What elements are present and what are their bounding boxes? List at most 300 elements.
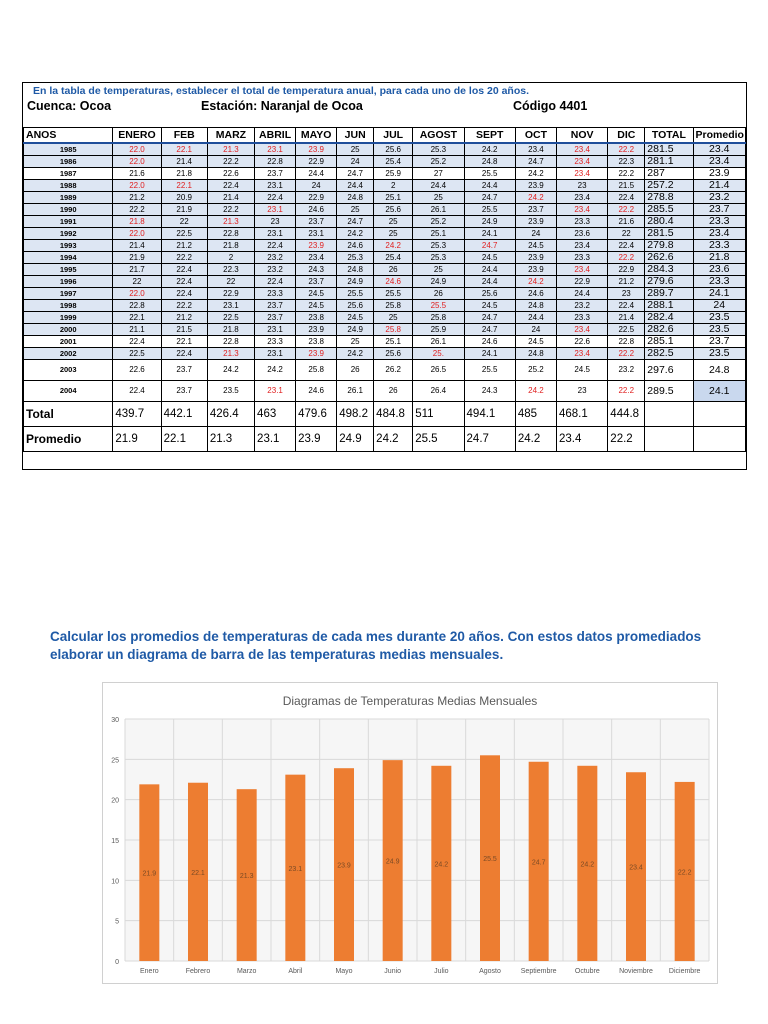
- temperature-cell: 23.4: [556, 192, 607, 204]
- temperature-cell: 24.5: [464, 252, 515, 264]
- temperature-sheet: [22, 82, 747, 470]
- total-value: 426.4: [207, 402, 254, 427]
- temperature-cell: 23.8: [296, 312, 337, 324]
- temperature-cell: 22.9: [556, 276, 607, 288]
- temperature-cell: 21.9: [113, 252, 161, 264]
- temperature-cell: 21.8: [161, 168, 207, 180]
- temperature-cell: 24.9: [464, 216, 515, 228]
- temperature-cell: 23.1: [207, 300, 254, 312]
- column-header: AGOST: [413, 128, 464, 144]
- temperature-cell: 24.2: [515, 276, 556, 288]
- temperature-cell: 24.7: [515, 156, 556, 168]
- temperature-cell: 21.4: [161, 156, 207, 168]
- temperature-cell: 24.7: [464, 324, 515, 336]
- temperature-cell: 22.8: [207, 336, 254, 348]
- total-cell: 280.4: [645, 216, 693, 228]
- temperature-cell: 24.2: [515, 168, 556, 180]
- temperature-cell: 23.4: [556, 204, 607, 216]
- temperature-cell: 22.4: [113, 381, 161, 402]
- temperature-cell: 24.4: [515, 312, 556, 324]
- total-value: 484.8: [374, 402, 413, 427]
- temperature-cell: 22.0: [113, 288, 161, 300]
- column-header: DIC: [608, 128, 645, 144]
- temperature-cell: 25: [374, 216, 413, 228]
- table-row: [24, 300, 746, 312]
- temperature-cell: 27: [413, 168, 464, 180]
- average-cell: 23.5: [693, 348, 745, 360]
- temperature-cell: 24.8: [337, 264, 374, 276]
- x-tick-label: Noviembre: [619, 968, 653, 975]
- temperature-cell: 22.9: [608, 264, 645, 276]
- temperature-cell: 2: [207, 252, 254, 264]
- temperature-cell: 23.4: [556, 156, 607, 168]
- year-cell: 1998: [24, 300, 113, 312]
- year-cell: 1988: [24, 180, 113, 192]
- year-cell: 1987: [24, 168, 113, 180]
- temperature-cell: 22.8: [207, 228, 254, 240]
- temperature-cell: 23.4: [556, 324, 607, 336]
- temperature-cell: 21.9: [161, 204, 207, 216]
- table-row: [24, 336, 746, 348]
- temperature-cell: 25: [337, 336, 374, 348]
- temperature-cell: 24.4: [296, 168, 337, 180]
- total-value: 494.1: [464, 402, 515, 427]
- temperature-cell: 21.2: [608, 276, 645, 288]
- temperature-cell: 21.3: [207, 348, 254, 360]
- temperature-cell: 22.4: [608, 300, 645, 312]
- temperature-cell: 25.2: [413, 216, 464, 228]
- temperature-cell: 25: [374, 228, 413, 240]
- temperature-cell: 25.3: [413, 252, 464, 264]
- average-cell: 24.1: [693, 288, 745, 300]
- y-tick-label: 30: [111, 717, 119, 724]
- temperature-cell: 23.4: [556, 168, 607, 180]
- temperature-cell: 25.5: [337, 288, 374, 300]
- temperature-cell: 25.8: [296, 360, 337, 381]
- x-tick-label: Marzo: [236, 968, 257, 975]
- temperature-cell: 24.5: [296, 288, 337, 300]
- temperature-cell: 23.4: [296, 252, 337, 264]
- year-cell: 1989: [24, 192, 113, 204]
- temperature-cell: 22.0: [113, 180, 161, 192]
- temperature-cell: 24.6: [515, 288, 556, 300]
- total-value: 479.6: [296, 402, 337, 427]
- chart-svg: [103, 683, 717, 983]
- temperature-cell: 21.3: [207, 216, 254, 228]
- temperature-cell: 23.1: [255, 204, 296, 216]
- temperature-cell: 22.2: [113, 204, 161, 216]
- temperature-cell: 26.1: [413, 204, 464, 216]
- table-row: [24, 381, 746, 402]
- temperature-cell: 22.4: [113, 336, 161, 348]
- bar-data-label: 23.1: [288, 865, 303, 873]
- table-row: [24, 252, 746, 264]
- temperature-cell: 22.9: [207, 288, 254, 300]
- chart-title: Diagramas de Temperaturas Medias Mensuales: [282, 694, 538, 708]
- average-cell: 23.7: [693, 204, 745, 216]
- temperature-cell: 22.8: [608, 336, 645, 348]
- temperature-cell: 21.4: [113, 240, 161, 252]
- temperature-cell: 21.8: [113, 216, 161, 228]
- temperature-cell: 25.6: [337, 300, 374, 312]
- temperature-cell: 22: [161, 216, 207, 228]
- temperature-cell: 22.5: [207, 312, 254, 324]
- total-cell: 282.5: [645, 348, 693, 360]
- temperature-cell: 21.3: [207, 143, 254, 156]
- temperature-cell: 23.3: [255, 288, 296, 300]
- temperature-cell: 23.1: [255, 324, 296, 336]
- year-cell: 1993: [24, 240, 113, 252]
- temperature-cell: 26.1: [337, 381, 374, 402]
- year-cell: 1986: [24, 156, 113, 168]
- temperature-cell: 23.3: [556, 312, 607, 324]
- temperature-cell: 22.6: [207, 168, 254, 180]
- temperature-cell: 23.9: [296, 240, 337, 252]
- temperature-cell: 22.2: [207, 204, 254, 216]
- year-cell: 1994: [24, 252, 113, 264]
- column-header: MARZ: [207, 128, 254, 144]
- total-cell: 285.1: [645, 336, 693, 348]
- y-tick-label: 15: [111, 838, 119, 845]
- year-cell: 2000: [24, 324, 113, 336]
- bar-data-label: 24.9: [385, 858, 400, 866]
- total-cell: 297.6: [645, 360, 693, 381]
- temperature-cell: 23.1: [255, 143, 296, 156]
- temperature-cell: 23.7: [161, 381, 207, 402]
- temperature-cell: 24.5: [464, 300, 515, 312]
- temperature-cell: 22.1: [113, 312, 161, 324]
- temperature-cell: 21.2: [161, 312, 207, 324]
- temperature-cell: 23.9: [515, 180, 556, 192]
- temperature-cell: 24.6: [296, 381, 337, 402]
- temperature-cell: 25.1: [374, 336, 413, 348]
- table-row: [24, 324, 746, 336]
- temperature-cell: 25.5: [464, 360, 515, 381]
- temperature-cell: 22.0: [113, 156, 161, 168]
- temperature-cell: 23.7: [296, 276, 337, 288]
- temperature-cell: 24.8: [464, 156, 515, 168]
- temperature-cell: 25.5: [374, 288, 413, 300]
- empty-cell: [693, 402, 745, 427]
- bar-data-label: 22.2: [677, 869, 692, 877]
- temperature-cell: 24.7: [464, 192, 515, 204]
- table-row: [24, 276, 746, 288]
- x-tick-label: Octubre: [574, 968, 600, 975]
- temperature-cell: 26: [374, 381, 413, 402]
- temperature-cell: 22.9: [296, 156, 337, 168]
- temperature-cell: 23.1: [255, 228, 296, 240]
- average-cell: 23.4: [693, 228, 745, 240]
- temperature-cell: 20.9: [161, 192, 207, 204]
- average-cell: 23.7: [693, 336, 745, 348]
- total-cell: 284.3: [645, 264, 693, 276]
- estacion-label: Estación: Naranjal de Ocoa: [201, 99, 363, 113]
- temperature-cell: 25.3: [413, 143, 464, 156]
- temperature-cell: 25.1: [413, 228, 464, 240]
- temperature-cell: 23: [556, 381, 607, 402]
- temperature-cell: 2: [374, 180, 413, 192]
- year-cell: 1992: [24, 228, 113, 240]
- temperature-cell: 25.2: [515, 360, 556, 381]
- temperature-cell: 24.7: [337, 168, 374, 180]
- total-row: [24, 402, 746, 427]
- x-tick-label: Diciembre: [668, 968, 701, 975]
- temperature-cell: 25.3: [413, 240, 464, 252]
- promrow-value: 24.2: [515, 427, 556, 452]
- total-cell: 287: [645, 168, 693, 180]
- temperature-cell: 23: [608, 288, 645, 300]
- y-tick-label: 25: [111, 757, 119, 765]
- temperature-cell: 22.9: [296, 192, 337, 204]
- temperature-cell: 21.8: [207, 324, 254, 336]
- temperature-cell: 24.2: [207, 360, 254, 381]
- total-value: 468.1: [556, 402, 607, 427]
- total-cell: 278.8: [645, 192, 693, 204]
- promrow-label: Promedio: [24, 427, 113, 452]
- temperature-cell: 23.2: [608, 360, 645, 381]
- bar-data-label: 24.7: [531, 859, 546, 867]
- table-row: [24, 312, 746, 324]
- temperature-cell: 23.9: [515, 264, 556, 276]
- year-cell: 2002: [24, 348, 113, 360]
- promrow-row: [24, 427, 746, 452]
- temperature-cell: 22.8: [255, 156, 296, 168]
- total-cell: 289.5: [645, 381, 693, 402]
- column-header: SEPT: [464, 128, 515, 144]
- temperature-cell: 22.4: [255, 276, 296, 288]
- average-cell: 23.3: [693, 240, 745, 252]
- temperature-cell: 23: [255, 216, 296, 228]
- temperature-cell: 22.1: [161, 180, 207, 192]
- temperature-cell: 21.5: [161, 324, 207, 336]
- temperature-cell: 24.3: [296, 264, 337, 276]
- temperature-cell: 24.6: [337, 240, 374, 252]
- temperature-cell: 23.1: [296, 228, 337, 240]
- empty-cell: [693, 427, 745, 452]
- empty-cell: [645, 402, 693, 427]
- promrow-value: 24.2: [374, 427, 413, 452]
- temperature-cell: 22.2: [608, 168, 645, 180]
- temperature-cell: 25.9: [413, 324, 464, 336]
- year-cell: 2004: [24, 381, 113, 402]
- temperature-cell: 24.1: [464, 348, 515, 360]
- column-header: MAYO: [296, 128, 337, 144]
- table-row: [24, 348, 746, 360]
- temperature-cell: 21.6: [608, 216, 645, 228]
- temperature-cell: 23.4: [556, 143, 607, 156]
- temperature-cell: 24.4: [337, 180, 374, 192]
- temperature-cell: 22.5: [161, 228, 207, 240]
- temperature-cell: 22.6: [556, 336, 607, 348]
- average-cell: 23.3: [693, 216, 745, 228]
- temperature-cell: 24.2: [464, 143, 515, 156]
- average-cell: 23.5: [693, 324, 745, 336]
- promrow-value: 22.1: [161, 427, 207, 452]
- temperature-cell: 22.8: [113, 300, 161, 312]
- temperature-cell: 25.8: [413, 312, 464, 324]
- temperature-cell: 25: [337, 143, 374, 156]
- temperature-cell: 23.1: [255, 381, 296, 402]
- total-value: 511: [413, 402, 464, 427]
- temperature-cell: 22.0: [113, 228, 161, 240]
- temperature-cell: 22.6: [113, 360, 161, 381]
- temperature-cell: 21.2: [161, 240, 207, 252]
- temperature-cell: 23.2: [556, 300, 607, 312]
- temperature-cell: 24.6: [464, 336, 515, 348]
- bar-data-label: 23.4: [629, 864, 643, 872]
- temperature-cell: 26.2: [374, 360, 413, 381]
- column-header: ENERO: [113, 128, 161, 144]
- temperature-cell: 26.4: [413, 381, 464, 402]
- temperature-cell: 25.1: [374, 192, 413, 204]
- temperature-cell: 25.6: [374, 143, 413, 156]
- temperature-cell: 22.4: [255, 192, 296, 204]
- temperature-cell: 23.7: [296, 216, 337, 228]
- x-tick-label: Septiembre: [520, 968, 557, 975]
- year-cell: 1990: [24, 204, 113, 216]
- temperature-cell: 22.4: [161, 288, 207, 300]
- bar-data-label: 21.3: [239, 873, 254, 881]
- temperature-cell: 22.2: [207, 156, 254, 168]
- average-cell: 23.5: [693, 312, 745, 324]
- x-tick-label: Agosto: [479, 968, 501, 975]
- average-cell: 24: [693, 300, 745, 312]
- temperature-cell: 22.2: [161, 252, 207, 264]
- table-row: [24, 192, 746, 204]
- temperature-cell: 22.2: [608, 143, 645, 156]
- temperature-cell: 23.9: [296, 348, 337, 360]
- temperature-cell: 24.5: [556, 360, 607, 381]
- promrow-value: 23.1: [255, 427, 296, 452]
- temperature-cell: 22.2: [608, 204, 645, 216]
- column-header: ANOS: [24, 128, 113, 144]
- average-cell: 23.9: [693, 168, 745, 180]
- table-row: [24, 264, 746, 276]
- bar-chart: [102, 682, 718, 984]
- table-row: [24, 204, 746, 216]
- total-cell: 289.7: [645, 288, 693, 300]
- total-label: Total: [24, 402, 113, 427]
- column-header: TOTAL: [645, 128, 693, 144]
- total-cell: 279.6: [645, 276, 693, 288]
- temperature-cell: 24.7: [337, 216, 374, 228]
- temperature-cell: 26: [374, 264, 413, 276]
- temperature-cell: 23.7: [161, 360, 207, 381]
- empty-cell: [645, 427, 693, 452]
- column-header: JUN: [337, 128, 374, 144]
- year-cell: 1985: [24, 143, 113, 156]
- temperature-cell: 25: [413, 264, 464, 276]
- temperature-cell: 23.4: [515, 143, 556, 156]
- table-row: [24, 240, 746, 252]
- temperature-cell: 23.4: [556, 348, 607, 360]
- total-cell: 288.1: [645, 300, 693, 312]
- temperature-cell: 22.2: [608, 252, 645, 264]
- total-value: 444.8: [608, 402, 645, 427]
- temperature-cell: 24.2: [515, 192, 556, 204]
- temperature-cell: 22.5: [608, 324, 645, 336]
- temperature-cell: 24.7: [464, 240, 515, 252]
- total-cell: 257.2: [645, 180, 693, 192]
- bar-data-label: 25.5: [483, 856, 497, 864]
- temperature-cell: 24.5: [515, 240, 556, 252]
- average-cell: 21.4: [693, 180, 745, 192]
- total-value: 439.7: [113, 402, 161, 427]
- temperature-cell: 25.: [413, 348, 464, 360]
- year-cell: 1997: [24, 288, 113, 300]
- temperature-cell: 23.2: [255, 264, 296, 276]
- total-value: 442.1: [161, 402, 207, 427]
- year-cell: 1995: [24, 264, 113, 276]
- column-header: ABRIL: [255, 128, 296, 144]
- temperature-cell: 25.8: [374, 300, 413, 312]
- x-tick-label: Abril: [288, 968, 303, 975]
- temperature-cell: 24.5: [515, 336, 556, 348]
- temperature-cell: 24.4: [413, 180, 464, 192]
- promrow-value: 24.9: [337, 427, 374, 452]
- temperature-cell: 22.1: [161, 336, 207, 348]
- temperature-cell: 22.3: [207, 264, 254, 276]
- table-row: [24, 180, 746, 192]
- temperature-cell: 24: [515, 324, 556, 336]
- temperature-cell: 24: [296, 180, 337, 192]
- temperature-cell: 21.4: [608, 312, 645, 324]
- total-cell: 281.5: [645, 143, 693, 156]
- temperature-cell: 24.4: [556, 288, 607, 300]
- temperature-cell: 22: [207, 276, 254, 288]
- x-tick-label: Mayo: [335, 968, 353, 975]
- temperature-cell: 22.5: [113, 348, 161, 360]
- temperature-cell: 26.5: [413, 360, 464, 381]
- promrow-value: 23.9: [296, 427, 337, 452]
- temperature-cell: 25.6: [464, 288, 515, 300]
- promrow-value: 24.7: [464, 427, 515, 452]
- total-cell: 281.1: [645, 156, 693, 168]
- temperature-cell: 22.2: [161, 300, 207, 312]
- column-header: FEB: [161, 128, 207, 144]
- promrow-value: 25.5: [413, 427, 464, 452]
- temperature-cell: 21.6: [113, 168, 161, 180]
- x-tick-label: Enero: [139, 968, 159, 975]
- temperature-cell: 23.6: [556, 228, 607, 240]
- temperature-cell: 25.6: [374, 348, 413, 360]
- total-cell: 281.5: [645, 228, 693, 240]
- temperature-cell: 22.4: [161, 264, 207, 276]
- temperature-cell: 23: [556, 180, 607, 192]
- temperature-cell: 24: [337, 156, 374, 168]
- temperature-cell: 23.3: [255, 336, 296, 348]
- temperature-cell: 22.4: [161, 276, 207, 288]
- average-cell: 23.3: [693, 276, 745, 288]
- temperature-cell: 24.4: [464, 264, 515, 276]
- temperature-cell: 23.4: [556, 240, 607, 252]
- temperature-cell: 22.1: [161, 143, 207, 156]
- temperature-cell: 23.3: [556, 216, 607, 228]
- column-header: OCT: [515, 128, 556, 144]
- total-cell: 285.5: [645, 204, 693, 216]
- temperature-cell: 25: [413, 192, 464, 204]
- y-tick-label: 5: [115, 918, 119, 926]
- bar-data-label: 22.1: [191, 869, 205, 877]
- temperature-cell: 22.4: [608, 192, 645, 204]
- y-tick-label: 0: [115, 959, 119, 966]
- temperature-cell: 26.1: [413, 336, 464, 348]
- temperature-cell: 23.5: [207, 381, 254, 402]
- total-cell: 262.6: [645, 252, 693, 264]
- temperature-cell: 21.7: [113, 264, 161, 276]
- temperature-cell: 21.1: [113, 324, 161, 336]
- temperature-cell: 24.3: [464, 381, 515, 402]
